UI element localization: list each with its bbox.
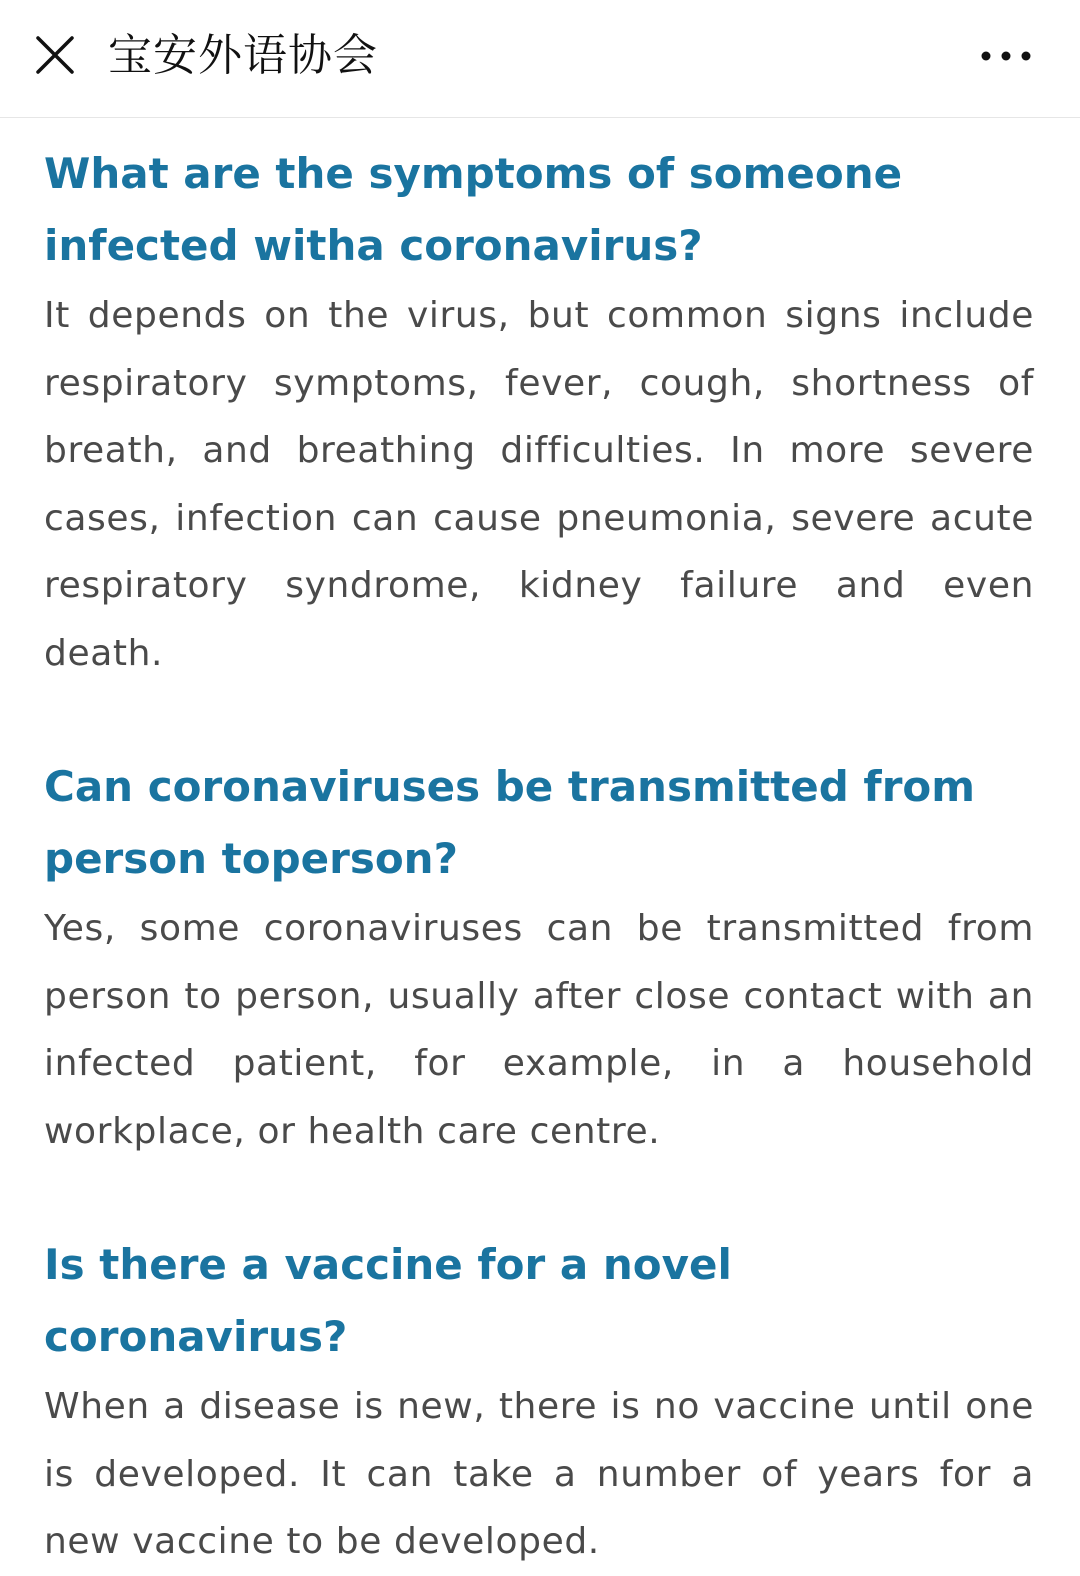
faq-answer: When a disease is new, there is no vaccine until one is developed. It can take a number of years for a new vaccine to be developed.: [44, 1386, 1034, 1562]
close-button[interactable]: [28, 28, 82, 82]
faq-answer: Yes, some coronaviruses can be transmitted from person to person, usually after close contact with an infected patient, for example, in a household workplace, or health care centre.: [44, 908, 1034, 1152]
more-horizontal-icon: [978, 48, 1034, 64]
more-options-button[interactable]: [976, 36, 1036, 76]
faq-question: Is there a vaccine for a novel coronavirus?: [44, 1240, 732, 1361]
close-icon: [35, 35, 75, 75]
top-bar: [0, 0, 1080, 118]
faq-answer: It depends on the virus, but common signs include respiratory symptoms, fever, cough, shortness of breath, and breathing difficulties. In more severe cases, infection can cause pneumonia, severe acute respiratory syndrome, kidney failure and even death.: [44, 295, 1034, 674]
article-content: [44, 138, 1034, 1576]
faq-question: What are the symptoms of someone infected witha coronavirus?: [44, 149, 903, 270]
section-spacer: [44, 687, 1034, 751]
faq-question: Can coronaviruses be transmitted from person toperson?: [44, 762, 976, 883]
page-title: 宝安外语协会: [108, 30, 378, 81]
faq-section-transmission: [44, 751, 1034, 1165]
faq-section-vaccine: [44, 1229, 1034, 1576]
faq-section-symptoms: [44, 138, 1034, 687]
section-spacer: [44, 1165, 1034, 1229]
